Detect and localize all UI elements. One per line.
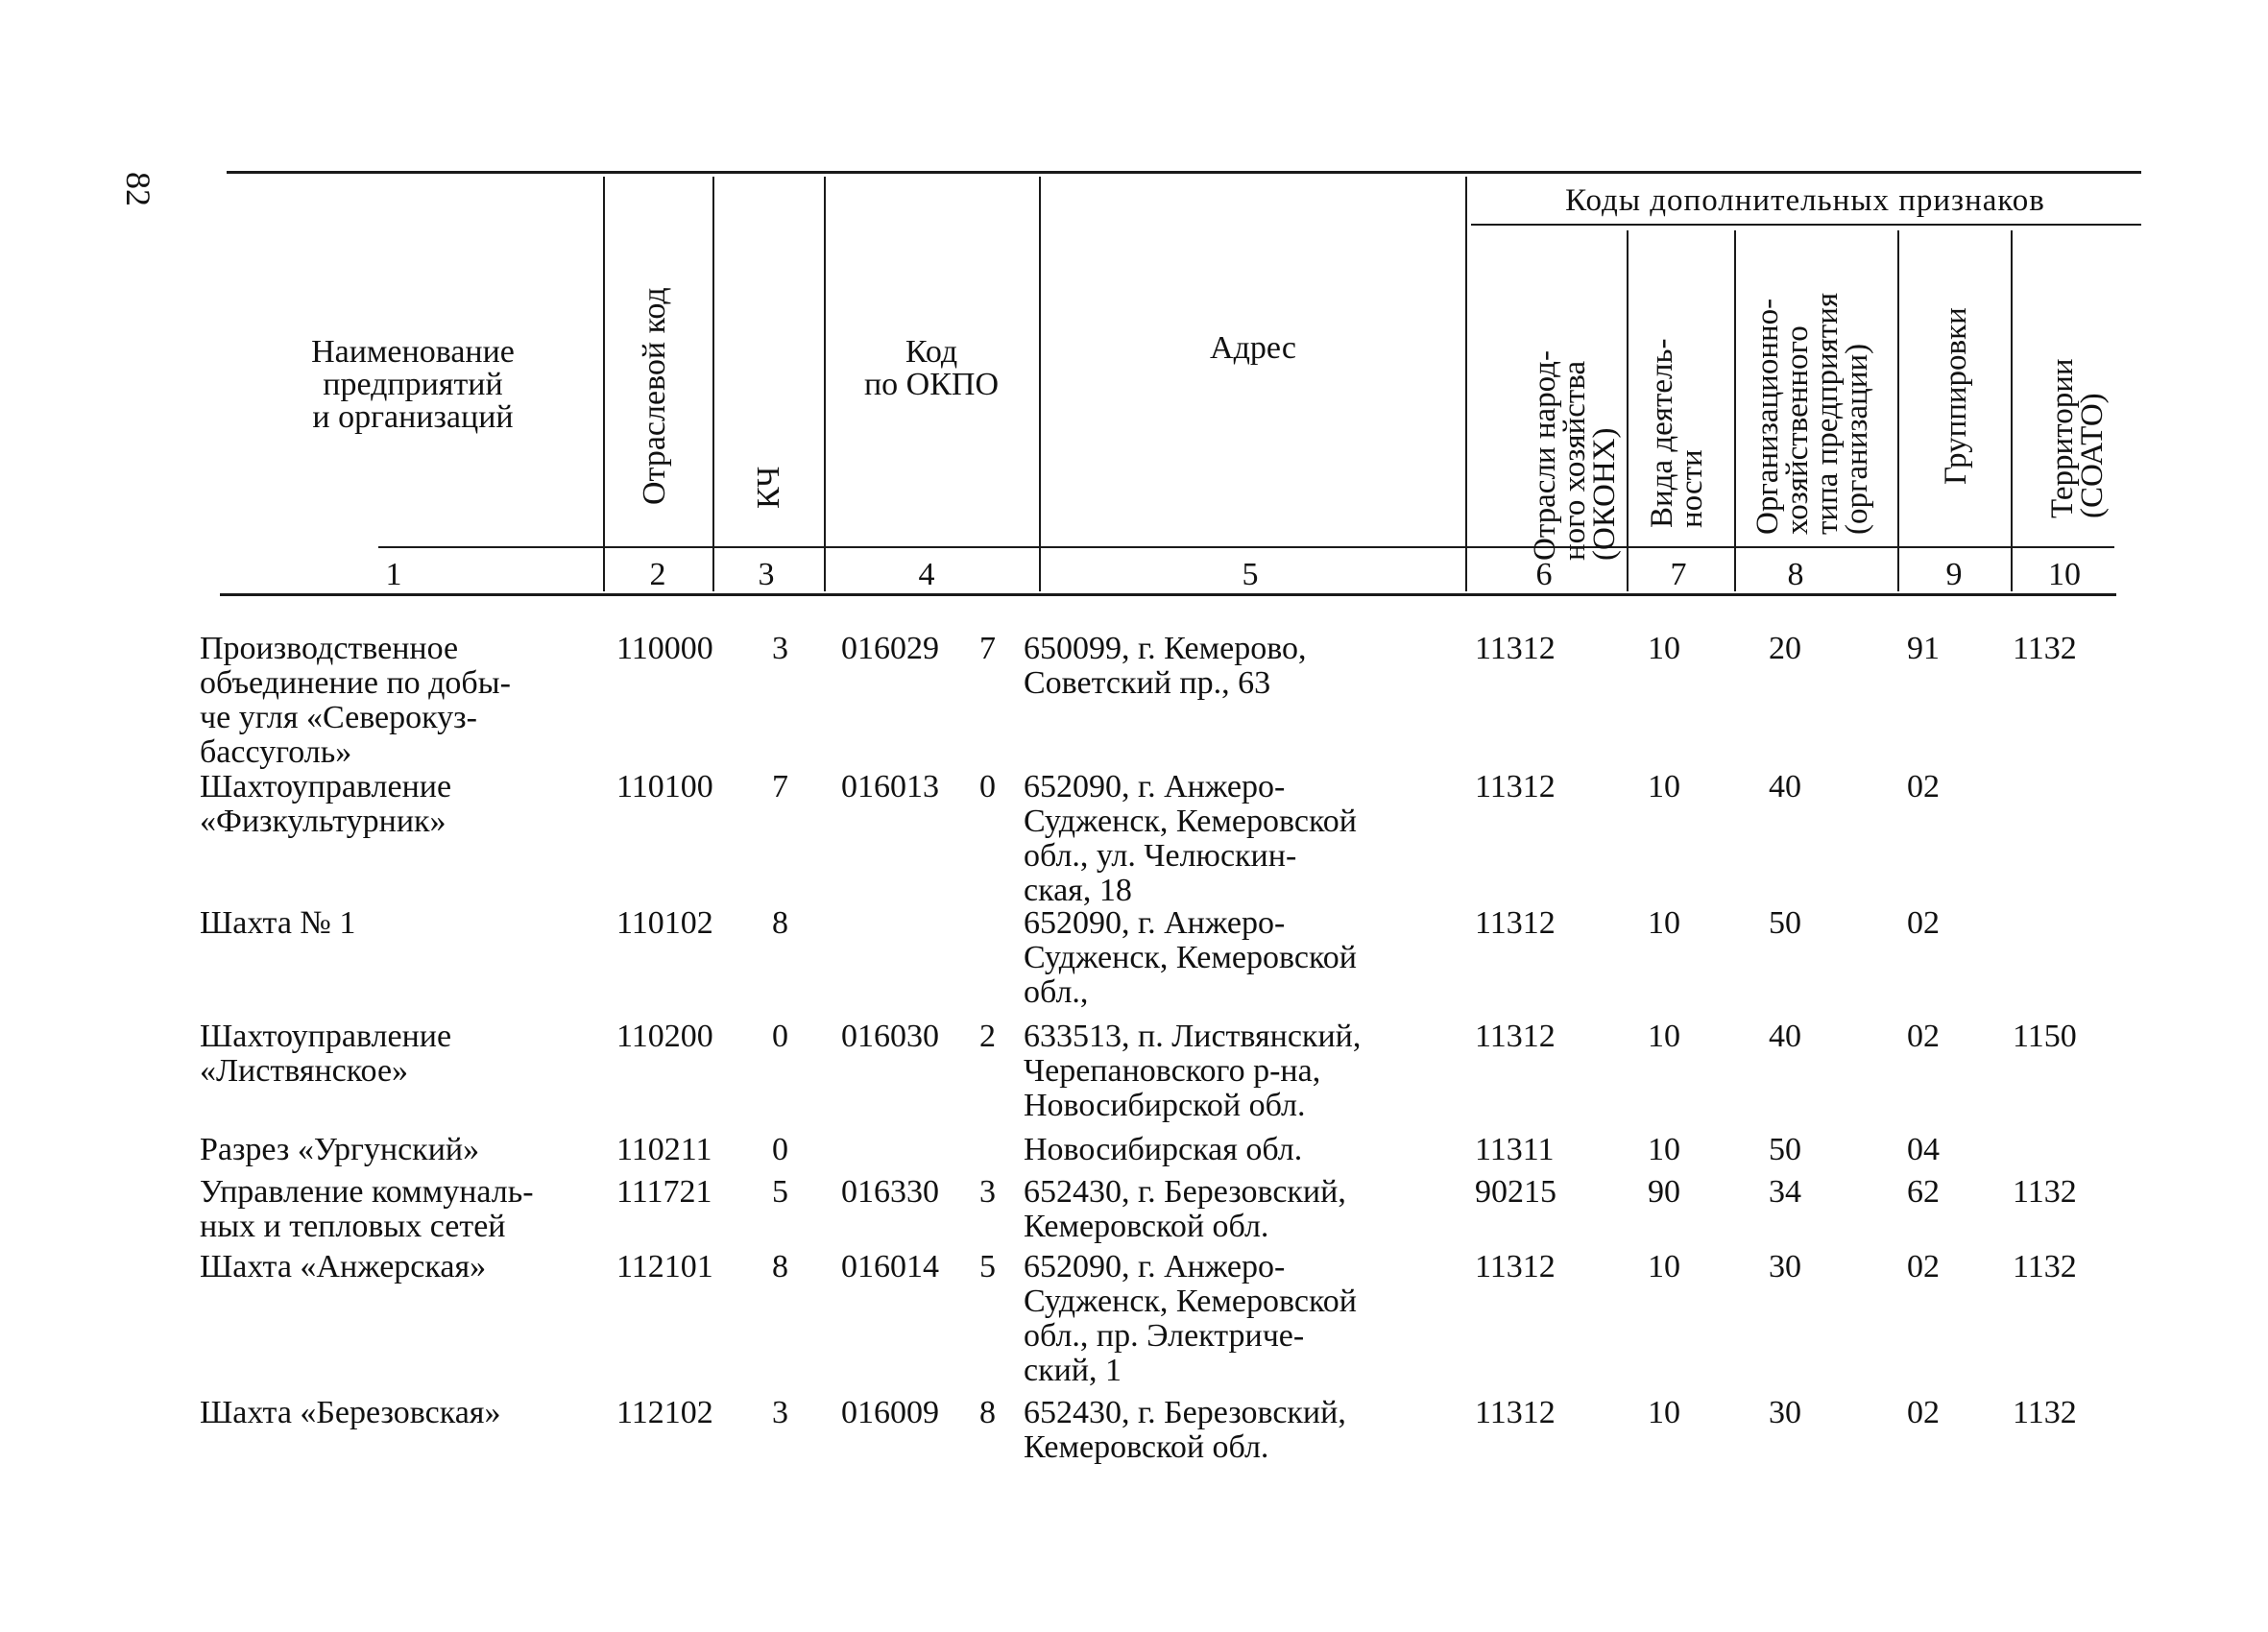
kch-cell: 3 bbox=[772, 1395, 788, 1430]
activity-type-cell: 10 bbox=[1648, 905, 1680, 941]
enterprise-name-cell: Шахтоуправление «Физкультурник» bbox=[200, 769, 452, 839]
grouping-cell: 02 bbox=[1907, 1249, 1940, 1284]
industry-code-cell: 110102 bbox=[616, 905, 713, 941]
address-cell: 652090, г. Анжеро- Судженск, Кемеровской обл., пр. Электриче- ский, 1 bbox=[1024, 1249, 1357, 1388]
territory-cell: 1132 bbox=[2013, 1249, 2077, 1284]
org-type-cell: 50 bbox=[1769, 1132, 1801, 1167]
col-divider bbox=[603, 177, 605, 591]
grouping-cell: 02 bbox=[1907, 905, 1940, 941]
okonh-cell: 90215 bbox=[1475, 1174, 1556, 1210]
col-divider bbox=[2011, 230, 2013, 591]
column-number: 5 bbox=[1242, 557, 1259, 592]
enterprise-name-cell: Производственное объединение по добы- че угля «Северокуз- бассуголь» bbox=[200, 631, 511, 770]
enterprise-name-cell: Шахта № 1 bbox=[200, 905, 356, 941]
col-divider bbox=[1627, 230, 1629, 591]
header-activity-type: Вида деятель- ности bbox=[1645, 338, 1709, 528]
header-territory: Территории (СОАТО) bbox=[2045, 358, 2110, 518]
column-number: 10 bbox=[2048, 557, 2081, 592]
header-okpo-code: Код по ОКПО bbox=[863, 334, 1000, 402]
col-divider bbox=[1897, 230, 1899, 591]
kch-cell: 0 bbox=[772, 1132, 788, 1167]
grouping-cell: 04 bbox=[1907, 1132, 1940, 1167]
header-okonh: Отрасли народ- ного хозяйства (ОКОНХ) bbox=[1528, 350, 1622, 561]
okonh-cell: 11312 bbox=[1475, 1395, 1556, 1430]
okonh-cell: 11312 bbox=[1475, 631, 1556, 666]
activity-type-cell: 10 bbox=[1648, 1132, 1680, 1167]
enterprise-name-cell: Шахтоуправление «Листвянское» bbox=[200, 1019, 452, 1089]
address-cell: 652430, г. Березовский, Кемеровской обл. bbox=[1024, 1174, 1346, 1244]
grouping-cell: 91 bbox=[1907, 631, 1940, 666]
territory-cell: 1150 bbox=[2013, 1019, 2077, 1054]
header-address: Адрес bbox=[1210, 330, 1296, 366]
col-divider bbox=[1734, 230, 1736, 591]
address-cell: 652090, г. Анжеро- Судженск, Кемеровской обл., bbox=[1024, 905, 1357, 1010]
header-grouping: Группировки bbox=[1939, 307, 1973, 485]
column-number: 1 bbox=[385, 557, 402, 592]
enterprise-name-cell: Шахта «Анжерская» bbox=[200, 1249, 487, 1284]
activity-type-cell: 10 bbox=[1648, 1249, 1680, 1284]
col-divider bbox=[1039, 177, 1041, 591]
org-type-cell: 40 bbox=[1769, 1019, 1801, 1054]
kch-cell: 5 bbox=[772, 1174, 788, 1210]
column-number: 9 bbox=[1945, 557, 1963, 592]
column-number: 3 bbox=[758, 557, 775, 592]
activity-type-cell: 10 bbox=[1648, 1395, 1680, 1430]
okpo-code-cell: 016330 bbox=[841, 1174, 939, 1210]
col-divider bbox=[712, 177, 714, 591]
activity-type-cell: 10 bbox=[1648, 631, 1680, 666]
kch-cell: 0 bbox=[772, 1019, 788, 1054]
okpo-check-digit-cell: 0 bbox=[979, 769, 996, 804]
industry-code-cell: 112101 bbox=[616, 1249, 713, 1284]
page-number: 82 bbox=[119, 172, 157, 206]
header-bottom-rule bbox=[378, 546, 2114, 548]
industry-code-cell: 110000 bbox=[616, 631, 713, 666]
column-number: 6 bbox=[1535, 557, 1553, 592]
grouping-cell: 62 bbox=[1907, 1174, 1940, 1210]
column-number: 2 bbox=[649, 557, 666, 592]
industry-code-cell: 110100 bbox=[616, 769, 713, 804]
okonh-cell: 11312 bbox=[1475, 1019, 1556, 1054]
header-additional-codes: Коды дополнительных признаков bbox=[1565, 183, 2045, 218]
col-divider bbox=[1465, 177, 1467, 591]
address-cell: 650099, г. Кемерово, Советский пр., 63 bbox=[1024, 631, 1307, 701]
enterprise-name-cell: Шахта «Березовская» bbox=[200, 1395, 501, 1430]
okonh-cell: 11312 bbox=[1475, 1249, 1556, 1284]
org-type-cell: 50 bbox=[1769, 905, 1801, 941]
grouping-cell: 02 bbox=[1907, 769, 1940, 804]
org-type-cell: 34 bbox=[1769, 1174, 1801, 1210]
industry-code-cell: 110211 bbox=[616, 1132, 712, 1167]
table-top-rule bbox=[227, 171, 2141, 174]
org-type-cell: 40 bbox=[1769, 769, 1801, 804]
okpo-code-cell: 016030 bbox=[841, 1019, 939, 1054]
activity-type-cell: 10 bbox=[1648, 1019, 1680, 1054]
group-header-rule bbox=[1471, 224, 2141, 226]
territory-cell: 1132 bbox=[2013, 1395, 2077, 1430]
activity-type-cell: 90 bbox=[1648, 1174, 1680, 1210]
address-cell: 633513, п. Листвянский, Черепановского р-на, Новосибирской обл. bbox=[1024, 1019, 1362, 1123]
territory-cell: 1132 bbox=[2013, 1174, 2077, 1210]
activity-type-cell: 10 bbox=[1648, 769, 1680, 804]
okpo-check-digit-cell: 5 bbox=[979, 1249, 996, 1284]
okpo-code-cell: 016029 bbox=[841, 631, 939, 666]
column-number: 7 bbox=[1670, 557, 1687, 592]
enterprise-name-cell: Разрез «Ургунский» bbox=[200, 1132, 480, 1167]
header-industry-code: Отраслевой код bbox=[637, 287, 672, 505]
okpo-check-digit-cell: 2 bbox=[979, 1019, 996, 1054]
grouping-cell: 02 bbox=[1907, 1395, 1940, 1430]
industry-code-cell: 111721 bbox=[616, 1174, 712, 1210]
okonh-cell: 11311 bbox=[1475, 1132, 1555, 1167]
numbers-bottom-rule bbox=[220, 593, 2116, 596]
okonh-cell: 11312 bbox=[1475, 905, 1556, 941]
okpo-check-digit-cell: 7 bbox=[979, 631, 996, 666]
okonh-cell: 11312 bbox=[1475, 769, 1556, 804]
okpo-check-digit-cell: 3 bbox=[979, 1174, 996, 1210]
kch-cell: 3 bbox=[772, 631, 788, 666]
address-cell: 652430, г. Березовский, Кемеровской обл. bbox=[1024, 1395, 1346, 1465]
kch-cell: 8 bbox=[772, 905, 788, 941]
address-cell: Новосибирская обл. bbox=[1024, 1132, 1303, 1167]
grouping-cell: 02 bbox=[1907, 1019, 1940, 1054]
col-divider bbox=[824, 177, 826, 591]
address-cell: 652090, г. Анжеро- Судженск, Кемеровской обл., ул. Челюскин- ская, 18 bbox=[1024, 769, 1357, 908]
org-type-cell: 30 bbox=[1769, 1249, 1801, 1284]
okpo-code-cell: 016013 bbox=[841, 769, 939, 804]
header-org-type: Организационно- хозяйственного типа предприятия (организации) bbox=[1750, 292, 1874, 535]
org-type-cell: 20 bbox=[1769, 631, 1801, 666]
org-type-cell: 30 bbox=[1769, 1395, 1801, 1430]
column-number: 4 bbox=[918, 557, 935, 592]
column-number: 8 bbox=[1787, 557, 1804, 592]
header-enterprise-name: Наименование предприятий и организаций bbox=[311, 334, 515, 435]
okpo-code-cell: 016014 bbox=[841, 1249, 939, 1284]
kch-cell: 8 bbox=[772, 1249, 788, 1284]
kch-cell: 7 bbox=[772, 769, 788, 804]
enterprise-name-cell: Управление коммуналь- ных и тепловых сетей bbox=[200, 1174, 534, 1244]
okpo-code-cell: 016009 bbox=[841, 1395, 939, 1430]
territory-cell: 1132 bbox=[2013, 631, 2077, 666]
industry-code-cell: 112102 bbox=[616, 1395, 713, 1430]
okpo-check-digit-cell: 8 bbox=[979, 1395, 996, 1430]
header-kch: КЧ bbox=[751, 466, 786, 509]
industry-code-cell: 110200 bbox=[616, 1019, 713, 1054]
